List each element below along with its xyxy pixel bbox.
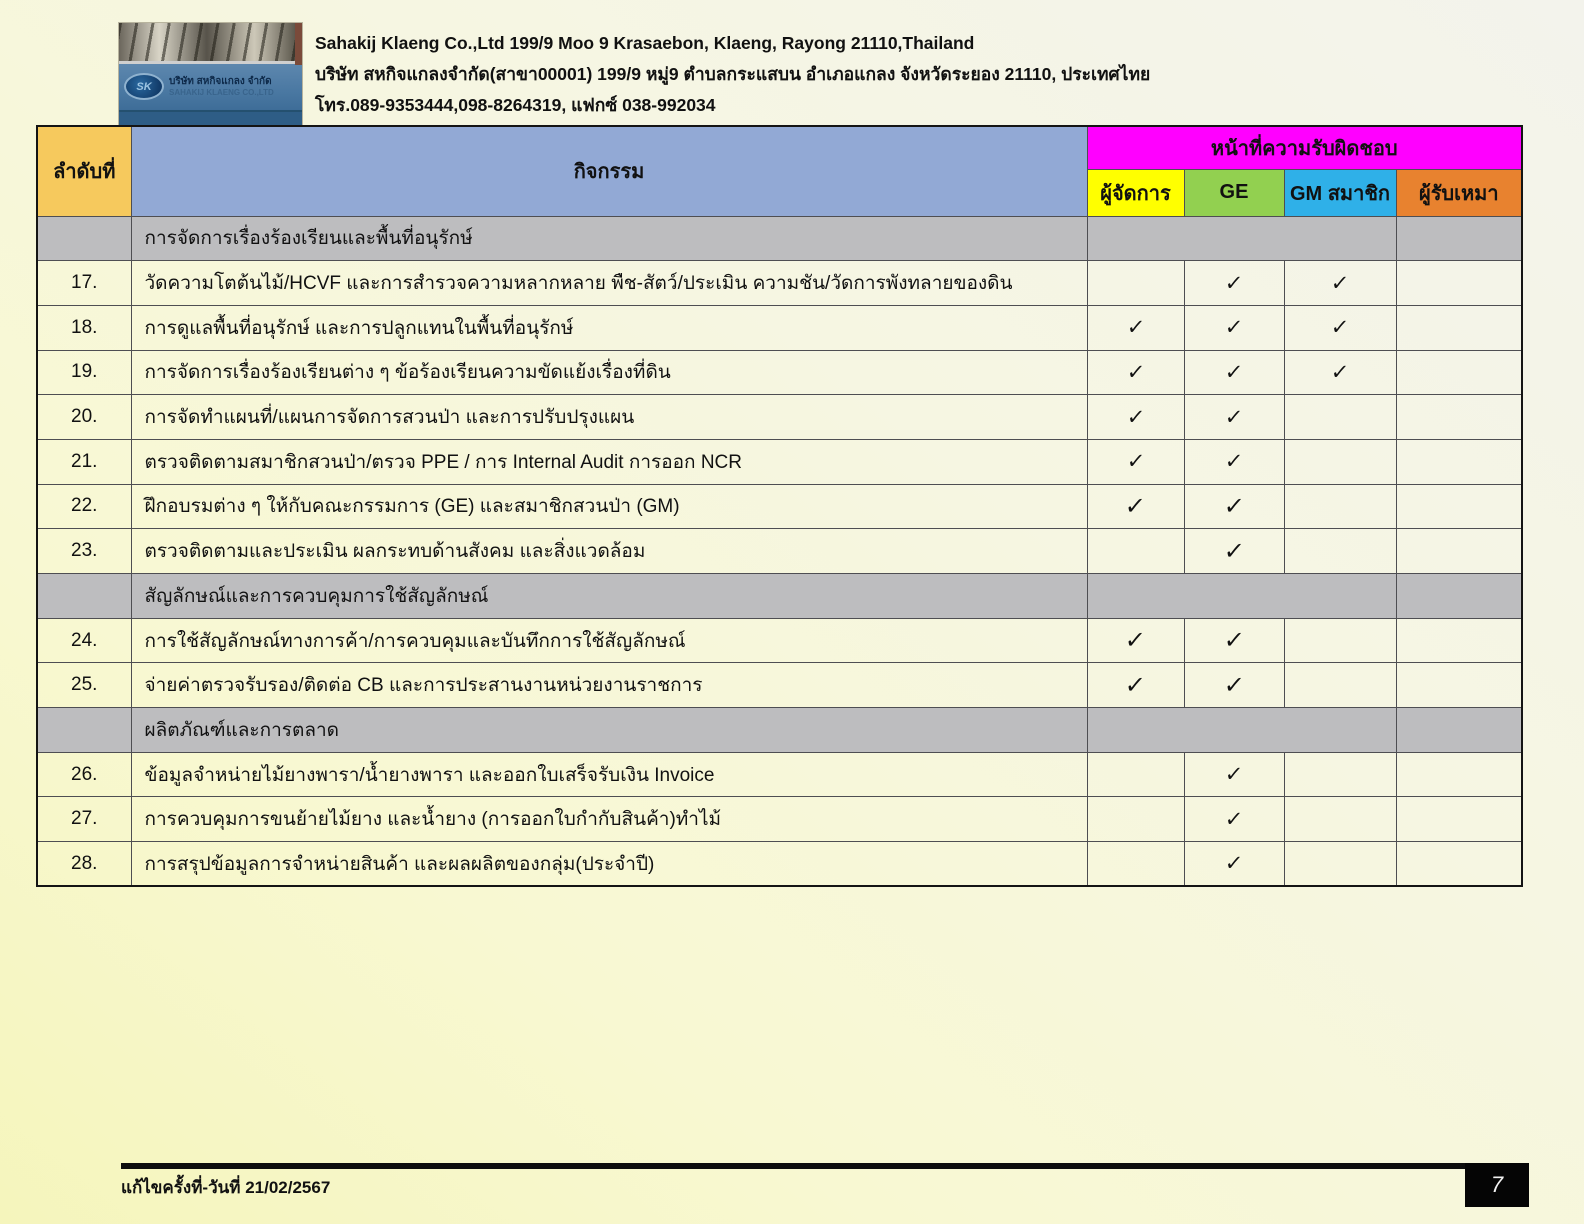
check-cell-ge (1184, 350, 1284, 395)
activity-row (37, 305, 1522, 350)
section-row (37, 708, 1522, 753)
section-filler-cell (1396, 708, 1522, 753)
column-header-manager: ผู้จัดการ (1087, 169, 1184, 216)
activity-row (37, 797, 1522, 842)
factory-wall-graphic (295, 23, 302, 65)
check-cell-contractor (1396, 618, 1522, 663)
activity-row (37, 439, 1522, 484)
responsibility-matrix-table (36, 125, 1523, 887)
check-cell-gm-member (1284, 752, 1396, 797)
check-cell-manager (1087, 842, 1184, 887)
row-number-cell: 22. (37, 484, 131, 529)
check-cell-contractor (1396, 663, 1522, 708)
activity-cell: การดูแลพื้นที่อนุรักษ์ และการปลูกแทนในพื้นที่อนุรักษ์ (131, 305, 1087, 350)
section-row (37, 216, 1522, 261)
column-header-contractor: ผู้รับเหมา (1396, 169, 1522, 216)
check-cell-ge (1184, 842, 1284, 887)
activity-row (37, 618, 1522, 663)
column-header-number: ลำดับที่ (37, 126, 131, 216)
company-monogram-icon: SK (124, 73, 164, 100)
checkmark-icon: ✓ (1329, 360, 1351, 384)
check-cell-ge (1184, 305, 1284, 350)
checkmark-icon: ✓ (1223, 852, 1245, 876)
row-number-cell: 19. (37, 350, 131, 395)
check-cell-gm-member (1284, 439, 1396, 484)
section-title: ผลิตภัณฑ์และการตลาด (131, 708, 1087, 753)
check-cell-manager (1087, 350, 1184, 395)
check-cell-manager (1087, 618, 1184, 663)
row-number-cell: 20. (37, 395, 131, 440)
row-number-cell: 21. (37, 439, 131, 484)
row-number-cell (37, 574, 131, 619)
row-number-cell: 24. (37, 618, 131, 663)
section-row (37, 574, 1522, 619)
check-cell-manager (1087, 663, 1184, 708)
sign-company-name-th: บริษัท สหกิจแกลง จำกัด (169, 75, 272, 87)
checkmark-icon: ✓ (1124, 627, 1147, 655)
activity-row (37, 261, 1522, 306)
check-cell-manager (1087, 752, 1184, 797)
activity-row (37, 484, 1522, 529)
checkmark-icon: ✓ (1223, 316, 1245, 340)
activity-cell: การควบคุมการขนย้ายไม้ยาง และน้ำยาง (การออกใบกำกับสินค้า)ทำไม้ (131, 797, 1087, 842)
checkmark-icon: ✓ (1223, 405, 1245, 429)
check-cell-manager (1087, 484, 1184, 529)
column-header-activity: กิจกรรม (131, 126, 1087, 216)
check-cell-contractor (1396, 395, 1522, 440)
activity-cell: ข้อมูลจำหน่ายไม้ยางพารา/น้ำยางพารา และออกใบเสร็จรับเงิน Invoice (131, 752, 1087, 797)
company-phone-fax: โทร.089-9353444,098-8264319, แฟกซ์ 038-992034 (315, 95, 716, 115)
activity-cell: การสรุปข้อมูลการจำหน่ายสินค้า และผลผลิตของกลุ่ม(ประจำปี) (131, 842, 1087, 887)
check-cell-contractor (1396, 529, 1522, 574)
activity-row (37, 663, 1522, 708)
check-cell-gm-member (1284, 663, 1396, 708)
company-name-address-en: Sahakij Klaeng Co.,Ltd 199/9 Moo 9 Krasaebon, Klaeng, Rayong 21110,Thailand (315, 33, 975, 53)
check-cell-manager (1087, 439, 1184, 484)
check-cell-gm-member (1284, 261, 1396, 306)
row-number-cell: 26. (37, 752, 131, 797)
company-header (315, 28, 1515, 121)
check-cell-ge (1184, 395, 1284, 440)
check-cell-ge (1184, 663, 1284, 708)
checkmark-icon: ✓ (1223, 271, 1245, 295)
check-cell-contractor (1396, 261, 1522, 306)
checkmark-icon: ✓ (1222, 671, 1246, 699)
check-cell-manager (1087, 797, 1184, 842)
row-number-cell: 18. (37, 305, 131, 350)
row-number-cell: 23. (37, 529, 131, 574)
checkmark-icon: ✓ (1125, 450, 1146, 474)
check-cell-ge (1184, 529, 1284, 574)
row-number-cell: 25. (37, 663, 131, 708)
checkmark-icon: ✓ (1223, 807, 1245, 831)
check-cell-gm-member (1284, 395, 1396, 440)
check-cell-gm-member (1284, 529, 1396, 574)
checkmark-icon: ✓ (1223, 360, 1245, 384)
activity-row (37, 752, 1522, 797)
check-cell-manager (1087, 305, 1184, 350)
activity-cell: จ่ายค่าตรวจรับรอง/ติดต่อ CB และการประสานงานหน่วยงานราชการ (131, 663, 1087, 708)
activity-cell: ตรวจติดตามและประเมิน ผลกระทบด้านสังคม และสิ่งแวดล้อม (131, 529, 1087, 574)
section-title: สัญลักษณ์และการควบคุมการใช้สัญลักษณ์ (131, 574, 1087, 619)
section-filler-cell (1396, 216, 1522, 261)
section-filler-cell (1087, 216, 1396, 261)
factory-roof-graphic (119, 23, 302, 61)
check-cell-ge (1184, 484, 1284, 529)
page-number: 7 (1490, 1172, 1504, 1197)
row-number-cell: 17. (37, 261, 131, 306)
check-cell-gm-member (1284, 797, 1396, 842)
check-cell-gm-member (1284, 842, 1396, 887)
checkmark-icon: ✓ (1222, 537, 1246, 565)
activity-row (37, 842, 1522, 887)
activity-row (37, 395, 1522, 440)
section-title: การจัดการเรื่องร้องเรียนและพื้นที่อนุรักษ์ (131, 216, 1087, 261)
check-cell-manager (1087, 529, 1184, 574)
check-cell-contractor (1396, 350, 1522, 395)
activity-row (37, 350, 1522, 395)
section-filler-cell (1396, 574, 1522, 619)
activity-cell: วัดความโตต้นไม้/HCVF และการสำรวจความหลากหลาย พืช-สัตว์/ประเมิน ความชัน/วัดการพังทลายของดิน (131, 261, 1087, 306)
checkmark-icon: ✓ (1124, 492, 1147, 520)
check-cell-ge (1184, 752, 1284, 797)
check-cell-contractor (1396, 842, 1522, 887)
page-number-badge (1465, 1163, 1529, 1207)
activity-cell: การจัดทำแผนที่/แผนการจัดการสวนป่า และการปรับปรุงแผน (131, 395, 1087, 440)
check-cell-contractor (1396, 797, 1522, 842)
checkmark-icon: ✓ (1125, 316, 1146, 340)
check-cell-ge (1184, 439, 1284, 484)
check-cell-contractor (1396, 305, 1522, 350)
section-filler-cell (1087, 708, 1396, 753)
section-filler-cell (1087, 574, 1396, 619)
check-cell-gm-member (1284, 484, 1396, 529)
check-cell-contractor (1396, 752, 1522, 797)
check-cell-gm-member (1284, 618, 1396, 663)
revision-date-label: แก้ไขครั้งที่-วันที่ 21/02/2567 (121, 1178, 331, 1197)
row-number-cell (37, 708, 131, 753)
sign-company-name-en: SAHAKIJ KLAENG CO.,LTD (169, 88, 274, 98)
row-number-cell: 28. (37, 842, 131, 887)
checkmark-icon: ✓ (1222, 627, 1246, 655)
company-sign-board (119, 61, 302, 110)
checkmark-icon: ✓ (1222, 492, 1246, 520)
checkmark-icon: ✓ (1125, 405, 1146, 429)
activity-cell: การใช้สัญลักษณ์ทางการค้า/การควบคุมและบันทึกการใช้สัญลักษณ์ (131, 618, 1087, 663)
checkmark-icon: ✓ (1223, 450, 1245, 474)
check-cell-ge (1184, 618, 1284, 663)
check-cell-manager (1087, 395, 1184, 440)
column-header-gm-member: GM สมาชิก (1284, 169, 1396, 216)
column-header-responsibility: หน้าที่ความรับผิดชอบ (1087, 126, 1522, 169)
footer-divider-line (121, 1163, 1465, 1169)
check-cell-contractor (1396, 439, 1522, 484)
activity-cell: ตรวจติดตามสมาชิกสวนป่า/ตรวจ PPE / การ Internal Audit การออก NCR (131, 439, 1087, 484)
checkmark-icon: ✓ (1329, 271, 1351, 295)
check-cell-contractor (1396, 484, 1522, 529)
check-cell-ge (1184, 261, 1284, 306)
row-number-cell (37, 216, 131, 261)
checkmark-icon: ✓ (1125, 360, 1146, 384)
activity-cell: การจัดการเรื่องร้องเรียนต่าง ๆ ข้อร้องเรียนความขัดแย้งเรื่องที่ดิน (131, 350, 1087, 395)
check-cell-manager (1087, 261, 1184, 306)
row-number-cell: 27. (37, 797, 131, 842)
activity-cell: ฝึกอบรมต่าง ๆ ให้กับคณะกรรมการ (GE) และสมาชิกสวนป่า (GM) (131, 484, 1087, 529)
company-name-address-th: บริษัท สหกิจแกลงจำกัด(สาขา00001) 199/9 หมู่9 ตำบลกระแสบน อำเภอแกลง จังหวัดระยอง 21110, ประเทศไทย (315, 64, 1151, 84)
company-logo-photo (118, 22, 303, 129)
checkmark-icon: ✓ (1329, 316, 1351, 340)
check-cell-gm-member (1284, 305, 1396, 350)
activity-row (37, 529, 1522, 574)
check-cell-gm-member (1284, 350, 1396, 395)
check-cell-ge (1184, 797, 1284, 842)
column-header-ge: GE (1184, 169, 1284, 216)
checkmark-icon: ✓ (1124, 671, 1147, 699)
checkmark-icon: ✓ (1223, 763, 1245, 787)
